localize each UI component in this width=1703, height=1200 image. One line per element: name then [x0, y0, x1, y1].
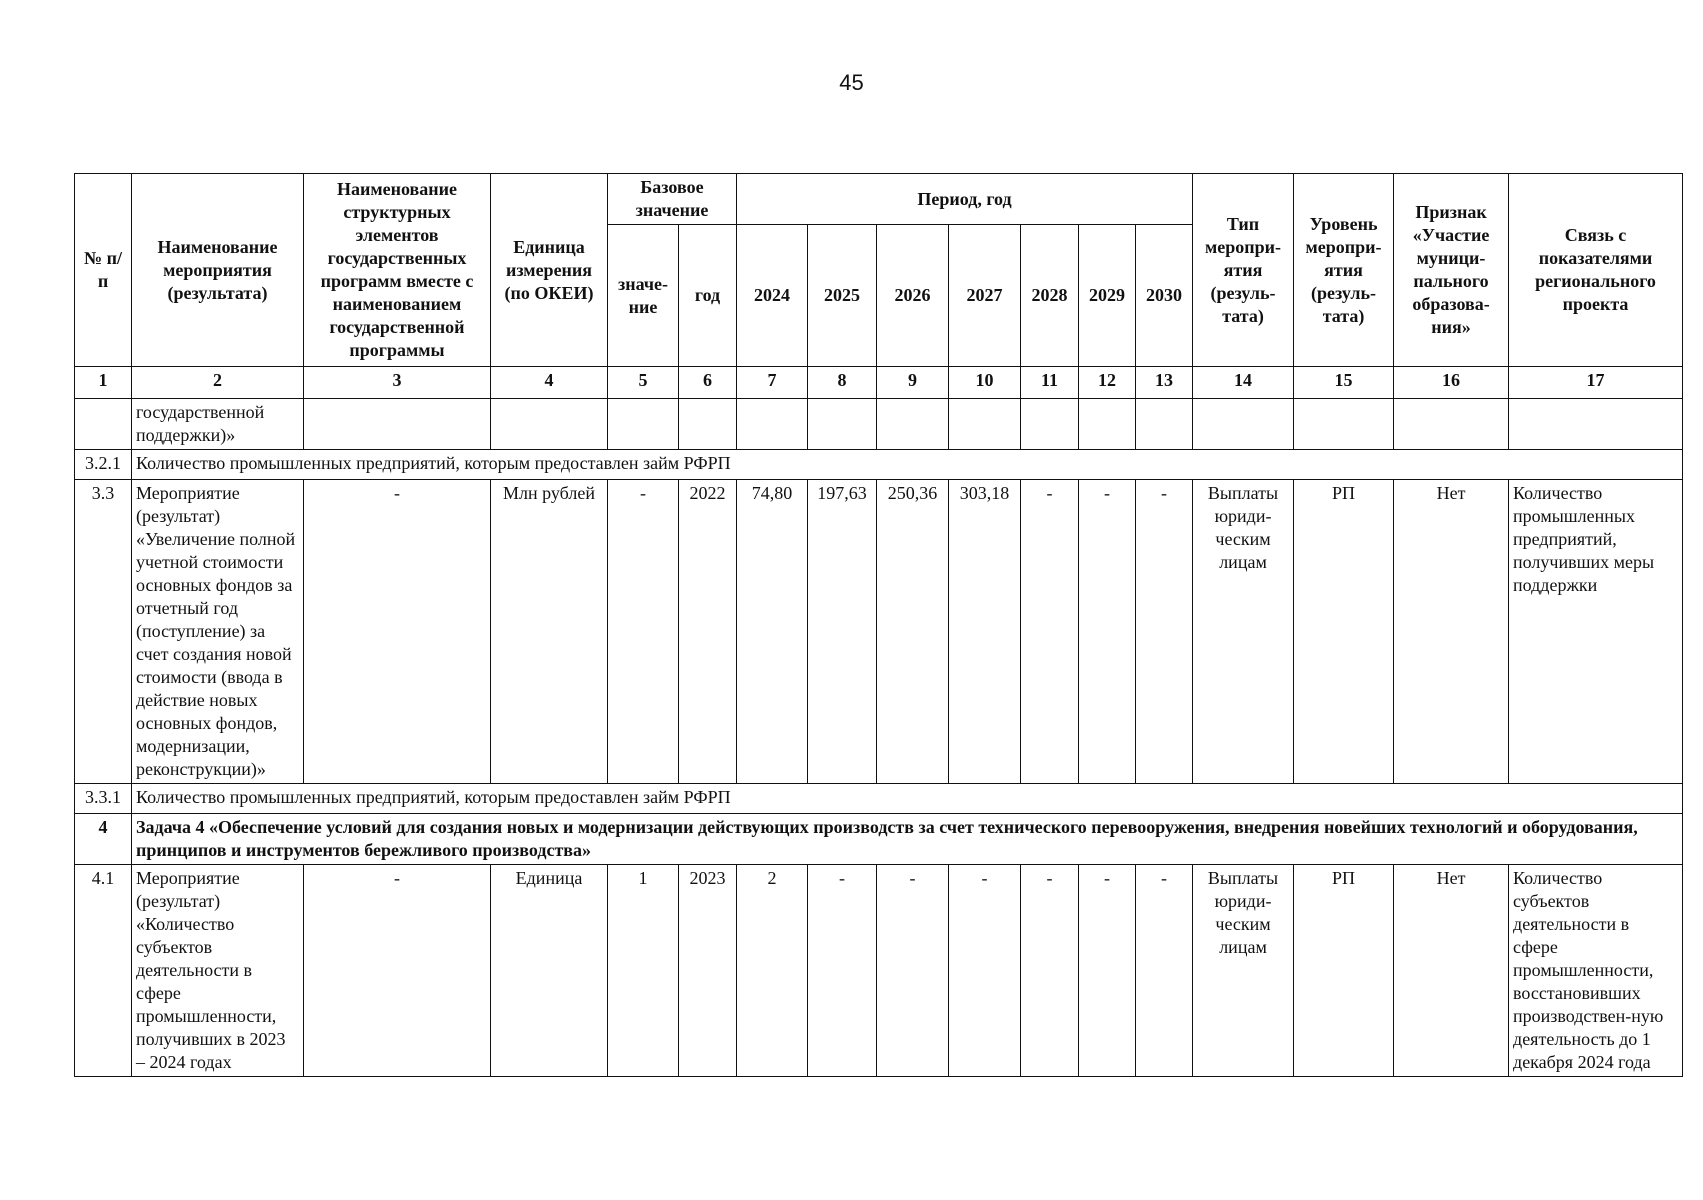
header-year-2027: 2027 [949, 225, 1021, 367]
header-base-value: значе-ние [608, 225, 679, 367]
col-num: 7 [737, 367, 808, 399]
base-year-cell: 2023 [679, 865, 737, 1077]
value-2026: 250,36 [877, 480, 949, 784]
link-cell: Количество промышленных предприятий, получивших меры поддержки [1509, 480, 1683, 784]
empty-cell [608, 399, 679, 450]
value-2024: 74,80 [737, 480, 808, 784]
empty-cell [1136, 399, 1193, 450]
table-row-3-2-1 [75, 450, 1683, 480]
header-base: Базовое значение [608, 174, 737, 225]
struct-cell: - [304, 480, 491, 784]
value-2027: 303,18 [949, 480, 1021, 784]
col-num: 17 [1509, 367, 1683, 399]
col-num: 9 [877, 367, 949, 399]
empty-cell [491, 399, 608, 450]
link-cell: Количество субъектов деятельности в сфере промышленности, восстановивших производствен-ную деятельность до 1 декабря 2024 года [1509, 865, 1683, 1077]
value-2028: - [1021, 480, 1079, 784]
measure-name: Мероприятие (результат) «Количество субъектов деятельности в сфере промышленности, получивших в 2023 – 2024 годах [132, 865, 304, 1077]
cont-name: государственной поддержки)» [132, 399, 304, 450]
base-value-cell: - [608, 480, 679, 784]
col-num: 16 [1394, 367, 1509, 399]
value-2026: - [877, 865, 949, 1077]
table-row-4 [75, 814, 1683, 865]
value-2030: - [1136, 865, 1193, 1077]
empty-cell [75, 399, 132, 450]
header-year-2029: 2029 [1079, 225, 1136, 367]
header-struct: Наименование структурных элементов государственных программ вместе с наименованием государственной программы [304, 174, 491, 367]
col-num: 4 [491, 367, 608, 399]
empty-cell [1394, 399, 1509, 450]
header-period: Период, год [737, 174, 1193, 225]
header-num: № п/п [75, 174, 132, 367]
base-year-cell: 2022 [679, 480, 737, 784]
col-num: 1 [75, 367, 132, 399]
page-number: 45 [839, 70, 864, 95]
col-num: 12 [1079, 367, 1136, 399]
level-cell: РП [1294, 480, 1394, 784]
empty-cell [1193, 399, 1294, 450]
table-row-3-3-1 [75, 784, 1683, 814]
col-num: 8 [808, 367, 877, 399]
header-type: Тип меропри-ятия (резуль-тата) [1193, 174, 1294, 367]
header-base-year: год [679, 225, 737, 367]
column-number-row [75, 367, 1683, 399]
header-year-2024: 2024 [737, 225, 808, 367]
empty-cell [1294, 399, 1394, 450]
col-num: 3 [304, 367, 491, 399]
value-2030: - [1136, 480, 1193, 784]
row-num: 4.1 [75, 865, 132, 1077]
header-year-2026: 2026 [877, 225, 949, 367]
type-cell: Выплаты юриди-ческим лицам [1193, 480, 1294, 784]
table-row-4-1 [75, 865, 1683, 1077]
empty-cell [808, 399, 877, 450]
municipal-cell: Нет [1394, 865, 1509, 1077]
col-num: 10 [949, 367, 1021, 399]
empty-cell [1079, 399, 1136, 450]
value-2024: 2 [737, 865, 808, 1077]
empty-cell [679, 399, 737, 450]
row-num: 3.3 [75, 480, 132, 784]
row-span-text: Количество промышленных предприятий, которым предоставлен займ РФРП [132, 450, 1683, 480]
empty-cell [877, 399, 949, 450]
value-2028: - [1021, 865, 1079, 1077]
header-municipal: Признак «Участие муници-пального образова-ния» [1394, 174, 1509, 367]
empty-cell [949, 399, 1021, 450]
table-row-3-3 [75, 480, 1683, 784]
value-2025: - [808, 865, 877, 1077]
value-2029: - [1079, 865, 1136, 1077]
header-year-2025: 2025 [808, 225, 877, 367]
header-level: Уровень меропри-ятия (резуль-тата) [1294, 174, 1394, 367]
header-unit: Единица измерения (по ОКЕИ) [491, 174, 608, 367]
header-name: Наименование мероприятия (результата) [132, 174, 304, 367]
col-num: 13 [1136, 367, 1193, 399]
value-2025: 197,63 [808, 480, 877, 784]
col-num: 14 [1193, 367, 1294, 399]
task-text: Задача 4 «Обеспечение условий для создания новых и модернизации действующих производств за счет технического перевооружения, внедрения новейших технологий и оборудования, принципов и инструментов бережливого производства» [132, 814, 1683, 865]
col-num: 11 [1021, 367, 1079, 399]
measures-table [74, 173, 1683, 1077]
table-row-continuation [75, 399, 1683, 450]
type-cell: Выплаты юриди-ческим лицам [1193, 865, 1294, 1077]
empty-cell [1509, 399, 1683, 450]
unit-cell: Млн рублей [491, 480, 608, 784]
col-num: 6 [679, 367, 737, 399]
empty-cell [737, 399, 808, 450]
empty-cell [304, 399, 491, 450]
header-year-2030: 2030 [1136, 225, 1193, 367]
level-cell: РП [1294, 865, 1394, 1077]
municipal-cell: Нет [1394, 480, 1509, 784]
row-num: 4 [75, 814, 132, 865]
value-2027: - [949, 865, 1021, 1077]
row-num: 3.2.1 [75, 450, 132, 480]
unit-cell: Единица [491, 865, 608, 1077]
row-span-text: Количество промышленных предприятий, которым предоставлен займ РФРП [132, 784, 1683, 814]
row-num: 3.3.1 [75, 784, 132, 814]
value-2029: - [1079, 480, 1136, 784]
empty-cell [1021, 399, 1079, 450]
col-num: 15 [1294, 367, 1394, 399]
header-row-1 [75, 174, 1683, 225]
header-year-2028: 2028 [1021, 225, 1079, 367]
col-num: 5 [608, 367, 679, 399]
base-value-cell: 1 [608, 865, 679, 1077]
header-link: Связь с показателями регионального проекта [1509, 174, 1683, 367]
measure-name: Мероприятие (результат) «Увеличение полной учетной стоимости основных фондов за отчетный год (поступление) за счет создания новой стоимости (ввода в действие новых основных фондов, модернизации, реконструкции)» [132, 480, 304, 784]
struct-cell: - [304, 865, 491, 1077]
col-num: 2 [132, 367, 304, 399]
